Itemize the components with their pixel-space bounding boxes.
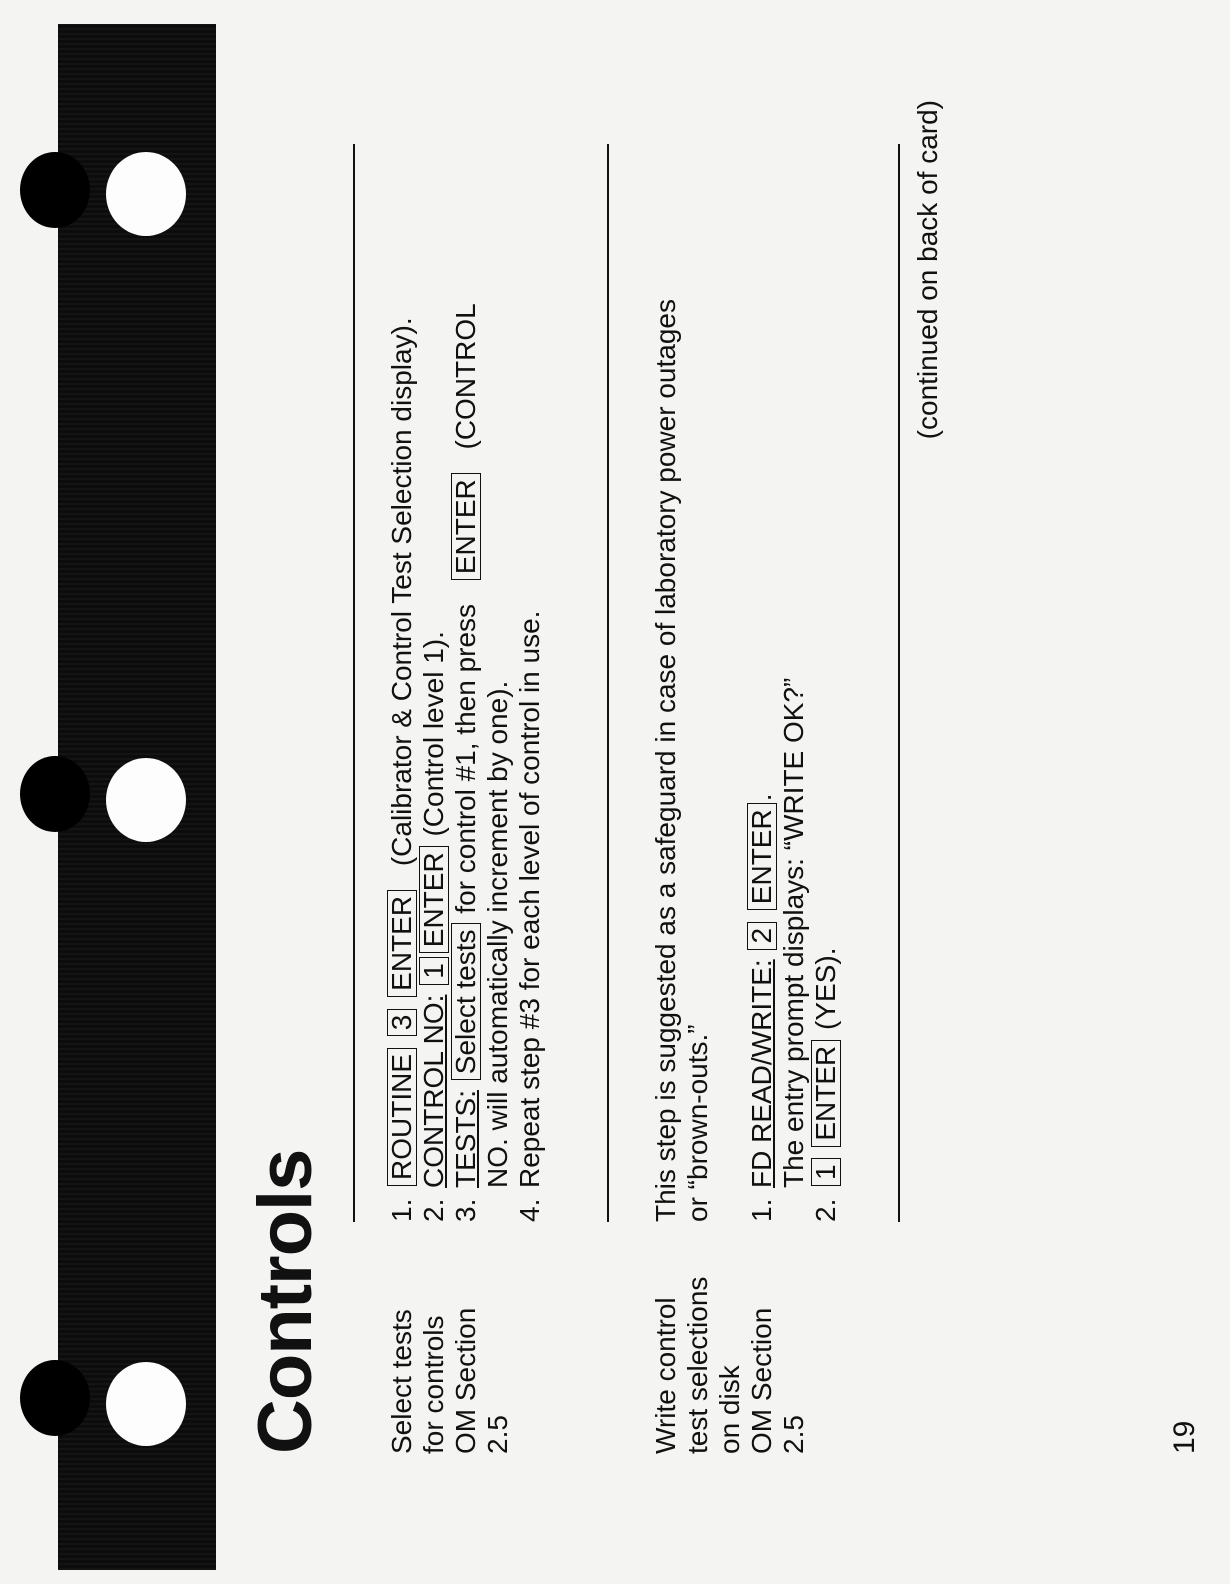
fd-read-write-label: FD READ/WRITE: (746, 959, 777, 1188)
step-3-continued: NO. will automatically increment by one). (482, 680, 513, 1188)
select-tests-key: Select tests (451, 923, 481, 1080)
page-number: 19 (1168, 1420, 1201, 1454)
select-tests-side-label: Select tests for controls OM Section 2.5 (386, 1307, 513, 1454)
write-control-steps (650, 122, 842, 1222)
step-2: 2.CONTROL NO: 1ENTER (Control level 1). (418, 631, 449, 1222)
step-1: 1.ROUTINE 3 ENTER (Calibrator & Control Test Selection display). (386, 317, 417, 1222)
write-step-1: 1.FD READ/WRITE: 2 ENTER. (746, 793, 777, 1222)
write-control-side-label: Write control test selections on disk OM Section 2.5 (650, 1276, 809, 1454)
page-title: Controls (243, 1149, 328, 1454)
key-1: 1 (811, 1158, 841, 1186)
tests-label: TESTS: (450, 1089, 481, 1188)
intro-line-2: or “brown-outs.” (682, 1024, 713, 1222)
routine-key: ROUTINE (387, 1048, 417, 1186)
enter-key: ENTER (747, 803, 777, 910)
enter-key: ENTER (811, 1040, 841, 1147)
key-2: 2 (747, 922, 777, 950)
write-step-1-prompt: The entry prompt displays: “WRITE OK?” (778, 677, 809, 1188)
enter-key: ENTER (419, 846, 449, 953)
section-rule (607, 144, 609, 1222)
intro-line-1: This step is suggested as a safeguard in case of laboratory power outages (650, 299, 681, 1222)
section-rule (353, 144, 355, 1222)
key-1: 1 (419, 957, 449, 985)
continued-note: (continued on back of card) (912, 100, 943, 440)
control-no-label: CONTROL NO: (418, 994, 449, 1188)
section-rule (898, 144, 900, 1222)
step-4: 4.Repeat step #3 for each level of control in use. (514, 610, 545, 1222)
write-step-2: 2.1 ENTER (YES). (810, 947, 841, 1222)
step-3: 3.TESTS: Select tests for control #1, then press ENTER (CONTROL (450, 303, 481, 1222)
enter-key: ENTER (387, 890, 417, 997)
enter-key: ENTER (451, 473, 481, 580)
select-tests-steps (386, 122, 546, 1222)
key-3: 3 (387, 1009, 417, 1037)
